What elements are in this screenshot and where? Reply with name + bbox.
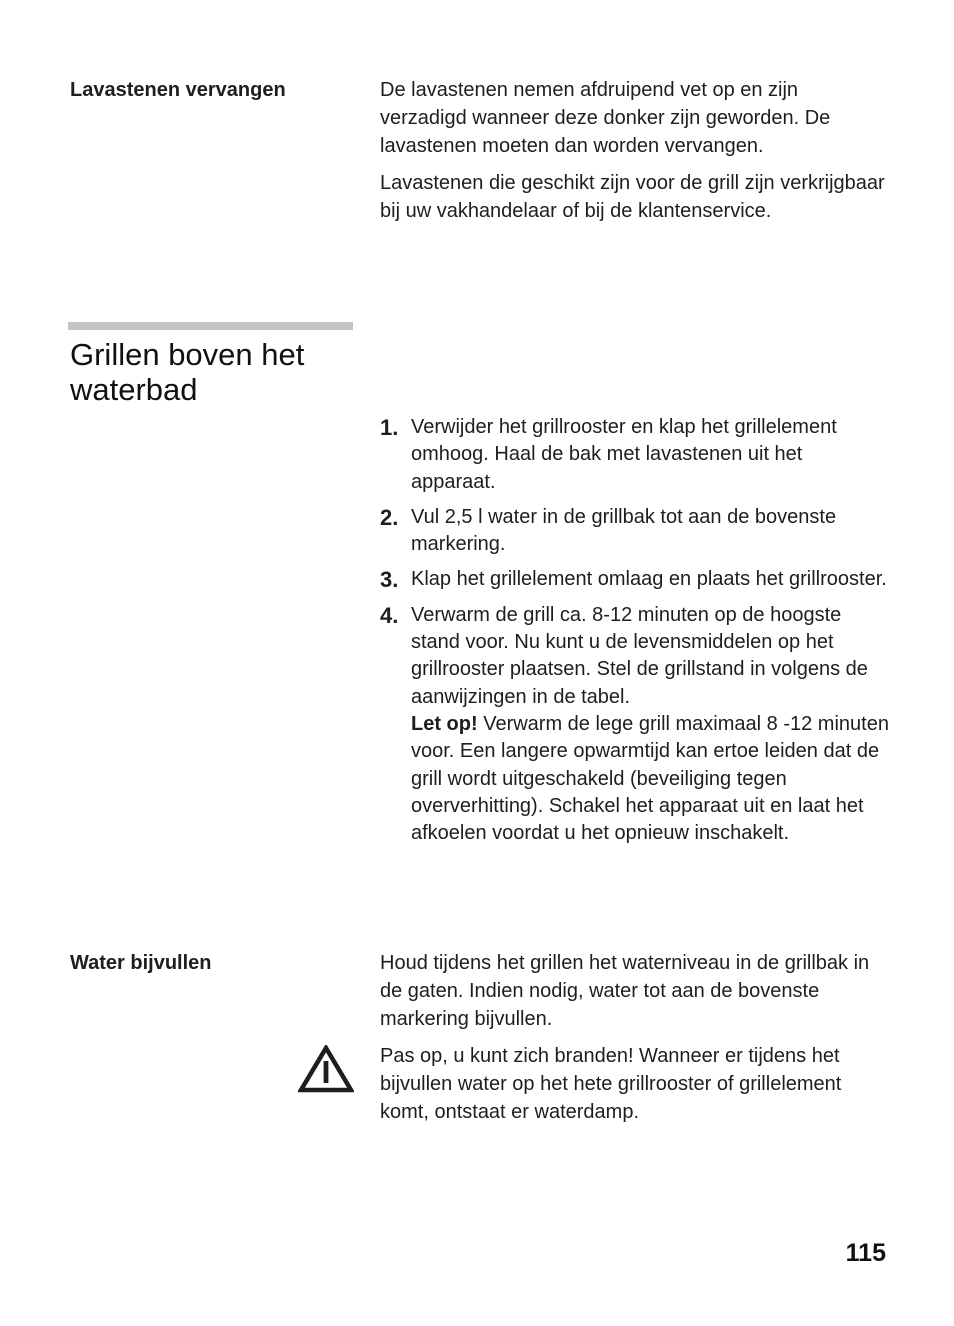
lava-section-body	[380, 76, 890, 234]
step-number: 3.	[380, 567, 399, 593]
lava-section-label: Lavastenen vervangen	[70, 79, 286, 101]
step-number: 2.	[380, 504, 399, 530]
note-label: Let op!	[411, 712, 478, 735]
step-number: 4.	[380, 602, 399, 628]
section-divider	[68, 322, 353, 330]
water-paragraph: Houd tijdens het grillen het waterniveau in de grillbak in de gaten. Indien nodig, water tot aan de bovenste markering bijvullen.	[380, 952, 870, 1030]
step-text: Vul 2,5 l water in de grillbak tot aan de bovenste markering.	[411, 505, 837, 556]
water-section-body	[380, 949, 890, 1135]
warning-triangle-icon	[298, 1045, 354, 1093]
step-item	[380, 504, 890, 559]
note-text: Verwarm de lege grill maximaal 8 -12 minuten voor. Een langere opwarmtijd kan ertoe leiden dat de grill wordt uitgeschakeld (beveiliging tegen oververhitting). Schakel het apparaat uit en laat het afkoelen voordat u het opnieuw inschakelt.	[411, 712, 889, 845]
lava-paragraph-1: De lavastenen nemen afdruipend vet op en zijn verzadigd wanneer deze donker zijn geworden. De lavastenen moeten dan worden vervangen.	[380, 79, 831, 157]
lava-paragraph-2: Lavastenen die geschikt zijn voor de grill zijn verkrijgbaar bij uw vakhandelaar of bij de klantenservice.	[380, 172, 885, 222]
steps-list	[380, 414, 890, 855]
page-number: 115	[845, 1239, 886, 1267]
step-item	[380, 566, 890, 593]
water-section-label: Water bijvullen	[70, 952, 212, 974]
step-item	[380, 414, 890, 496]
step-item	[380, 602, 890, 848]
section-title: Grillen boven het waterbad	[70, 337, 305, 407]
warning-text: Pas op, u kunt zich branden! Wanneer er tijdens het bijvullen water op het hete grillrooster of grillelement komt, ontstaat er waterdamp.	[380, 1045, 842, 1123]
step-note	[411, 711, 890, 847]
step-number: 1.	[380, 415, 399, 440]
step-text: Klap het grillelement omlaag en plaats het grillrooster.	[411, 568, 887, 591]
step-text: Verwarm de grill ca. 8-12 minuten op de hoogste stand voor. Nu kunt u de levensmiddelen op het grillrooster plaatsen. Stel de grillstand in volgens de aanwijzingen in de tabel.	[411, 603, 868, 708]
step-text: Verwijder het grillrooster en klap het grillelement omhoog. Haal de bak met lavastenen uit het apparaat.	[411, 416, 837, 493]
